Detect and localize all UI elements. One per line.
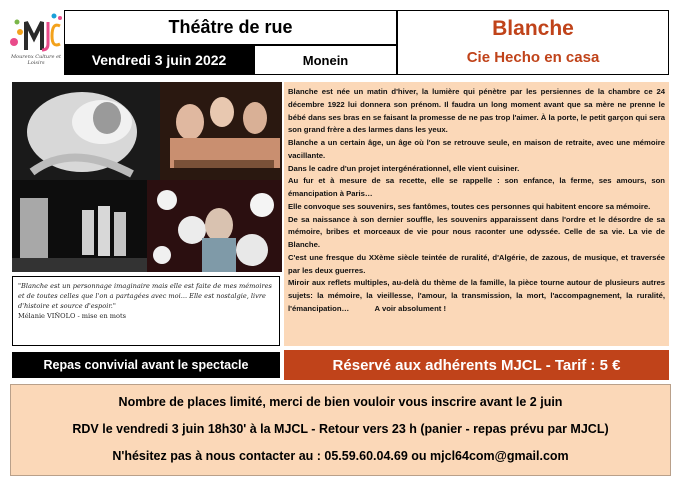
show-description [284, 82, 669, 346]
description-paragraph: Au fur et à mesure de sa recette, elle se rappelle : son enfance, la ferme, ses amours, son émancipation à Paris… [288, 176, 665, 198]
description-paragraph: De sa naissance à son dernier souffle, les souvenirs apparaissent dans l'ordre et le désordre de sa mémoire, bribes et morceaux de vie pour nous raconter une odyssée. Celle de sa vie. La vie de Blanche. [288, 214, 665, 249]
description-paragraph: C'est une fresque du XXème siècle teintée de ruralité, d'Algérie, de zazous, de musique, et traversée par les deux guerres. [288, 252, 665, 275]
registration-info [10, 384, 671, 476]
logo-tagline: Mourenx Culture et Loisirs [10, 54, 62, 66]
show-header [397, 10, 669, 75]
info-line-places: Nombre de places limité, merci de bien vouloir vous inscrire avant le 2 juin [118, 395, 563, 409]
quote-text: "Blanche est un personnage imaginaire mais elle est faite de mes mémoires et de toutes celles que l'on a partagées avec moi... Elle est nostalgie, livre d'histoire et source d'espoir." [18, 282, 272, 310]
info-line-rdv: RDV le vendredi 3 juin 18h30' à la MJCL - Retour vers 23 h (panier - repas prévu par MJCL) [72, 422, 609, 436]
description-paragraph: Miroir aux reflets multiples, au-delà du thème de la famille, la pièce tourne autour de plusieurs autres sujets: la mémoire, la vieillesse, l'amour, la transmission, la mort, l'accompagnement, la ruralité, l'émancipation… A voir absolument ! [288, 278, 668, 313]
description-paragraph: Blanche est née un matin d'hiver, la lumière qui pénètre par les persiennes de la chambre ce 24 décembre 1922 lui donnera son prénom. Il faudra un long moment avant que sa mère ne prenne le bébé dans ses bras en se faisant la promesse de ne pas trop l'aimer. À la porte, le petit garçon qui sera son grand frère a des larmes dans les yeux. [288, 87, 665, 135]
description-paragraph: Elle convoque ses souvenirs, ses fantômes, toutes ces personnes qui habitent encore sa mémoire. [288, 201, 651, 211]
show-company: Cie Hecho en casa [466, 49, 600, 66]
director-quote [12, 276, 280, 346]
description-paragraph: Blanche a un certain âge, un âge où l'on se retrouve seule, en maison de retraite, avec une mémoire vacillante. [288, 138, 665, 160]
event-date: Vendredi 3 juin 2022 [64, 45, 254, 75]
mjcl-logo-mark [8, 10, 64, 54]
repas-banner: Repas convivial avant le spectacle [12, 352, 280, 378]
photo-stage-ghosts [12, 180, 147, 272]
photo-collage [12, 82, 282, 272]
show-name: Blanche [492, 17, 574, 40]
members-price-banner: Réservé aux adhérents MJCL - Tarif : 5 € [284, 350, 669, 380]
photo-performers-bench [160, 82, 282, 180]
photo-actress-portrait [12, 82, 160, 180]
description-paragraph: Dans le cadre d'un projet intergénérationnel, elle vient cuisiner. [288, 163, 520, 173]
photo-snow-scene [147, 180, 282, 272]
quote-author: Mélanie VIÑOLO - mise en mots [18, 312, 127, 320]
event-place: Monein [254, 45, 397, 75]
info-line-contact: N'hésitez pas à nous contacter au : 05.59.60.04.69 ou mjcl64com@gmail.com [112, 449, 569, 463]
event-type-title: Théâtre de rue [64, 10, 397, 45]
mjcl-logo [8, 10, 64, 74]
